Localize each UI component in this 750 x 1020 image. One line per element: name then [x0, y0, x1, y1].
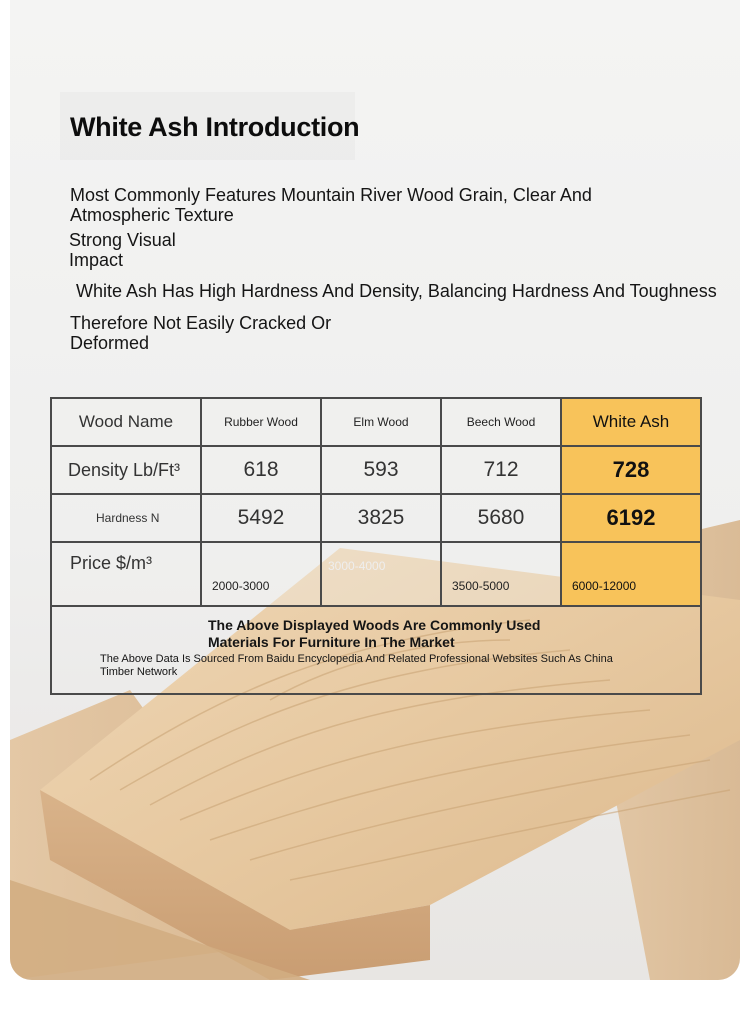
cell-hardness-rubber: 5492 [201, 494, 321, 542]
cell-price-beech: 3500-5000 [441, 542, 561, 606]
feature-hardness: White Ash Has High Hardness And Density, Balancing Hardness And Toughness [76, 281, 717, 301]
cell-density-beech: 712 [441, 446, 561, 494]
cell-price-rubber: 2000-3000 [201, 542, 321, 606]
header-white-ash: White Ash [561, 398, 701, 446]
header-wood-name: Wood Name [51, 398, 201, 446]
table-row-price [51, 542, 701, 606]
cell-density-white-ash: 728 [561, 446, 701, 494]
table-row-hardness [51, 494, 701, 542]
note-main-text: The Above Displayed Woods Are Commonly Used Materials For Furniture In The Market [208, 617, 541, 650]
row-label-price: Price $/m³ [51, 542, 201, 606]
table-note-cell [51, 606, 701, 694]
feature-visual-impact: Strong Visual Impact [69, 230, 176, 270]
feature-no-crack: Therefore Not Easily Cracked Or Deformed [70, 313, 332, 353]
cell-price-elm: 3000-4000 [321, 542, 441, 606]
header-rubber-wood: Rubber Wood [201, 398, 321, 446]
table-row-density [51, 446, 701, 494]
note-source-text: The Above Data Is Sourced From Baidu Encyclopedia And Related Professional Websites Such As China Timber Network [100, 653, 613, 678]
feature-grain: Most Commonly Features Mountain River Wood Grain, Clear And Atmospheric Texture [70, 185, 592, 225]
cell-hardness-white-ash: 6192 [561, 494, 701, 542]
table-header-row [51, 398, 701, 446]
cell-hardness-beech: 5680 [441, 494, 561, 542]
header-elm-wood: Elm Wood [321, 398, 441, 446]
cell-density-elm: 593 [321, 446, 441, 494]
row-label-hardness: Hardness N [51, 494, 201, 542]
cell-density-rubber: 618 [201, 446, 321, 494]
page-background [10, 0, 740, 980]
header-beech-wood: Beech Wood [441, 398, 561, 446]
wood-comparison-table [50, 397, 700, 689]
page-title: White Ash Introduction [70, 112, 360, 142]
row-label-density: Density Lb/Ft³ [51, 446, 201, 494]
cell-price-white-ash: 6000-12000 [561, 542, 701, 606]
table-note-row [51, 606, 701, 694]
cell-hardness-elm: 3825 [321, 494, 441, 542]
